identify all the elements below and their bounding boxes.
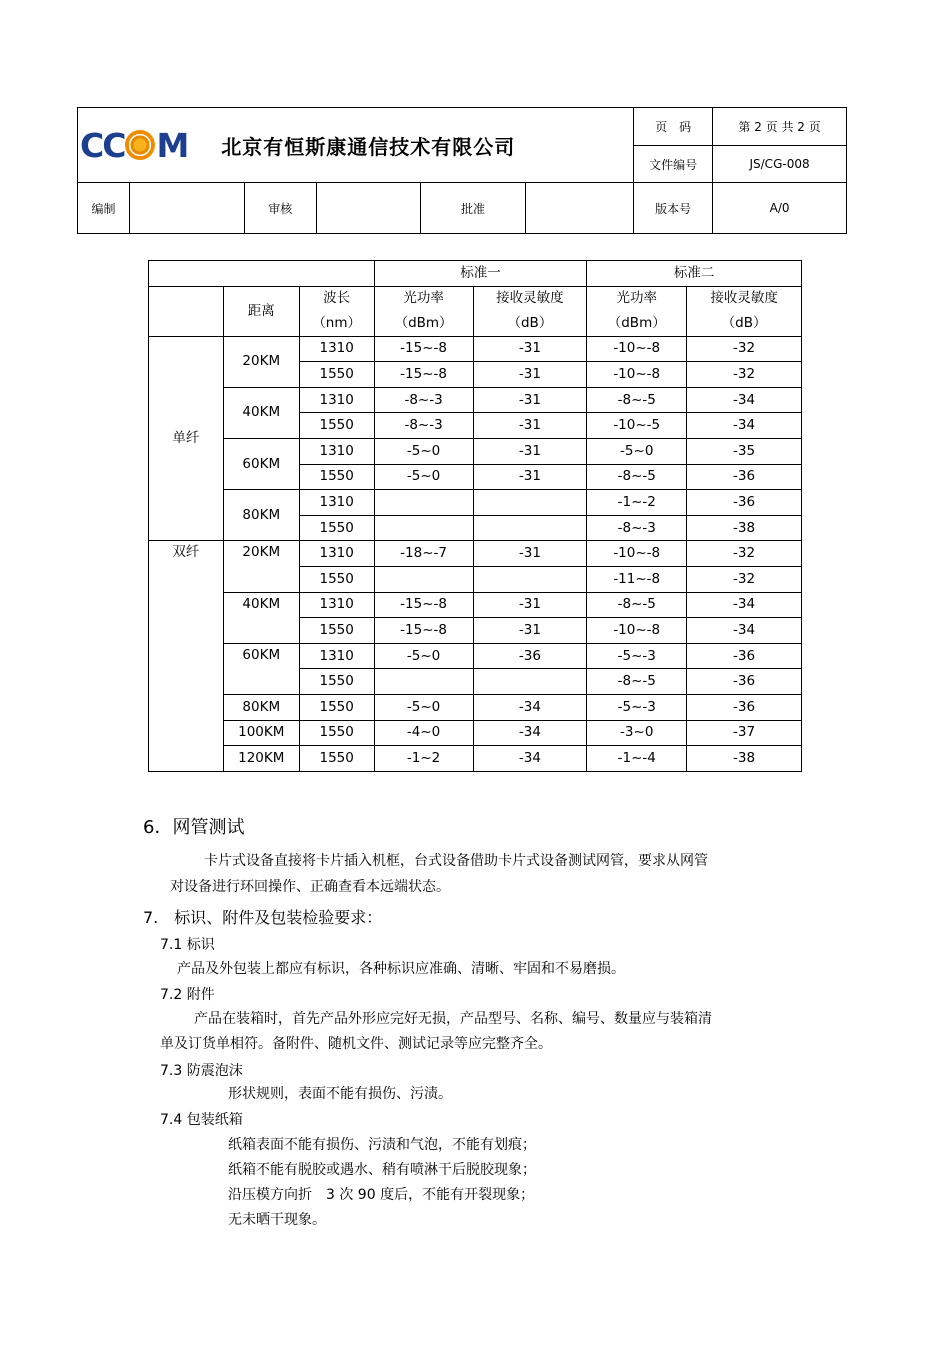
std2-power-cell: -3~0 [587, 720, 687, 746]
sun-logo-icon [125, 130, 155, 160]
std1-sens-cell: -31 [473, 438, 587, 464]
table-row [149, 541, 802, 567]
s74-line: 纸箱表面不能有损伤、污渍和气泡，不能有划痕； [228, 1137, 536, 1153]
review-label: 审核 [244, 183, 316, 234]
distance-cell: 60KM [223, 438, 299, 489]
section7-title: 7. 标识、附件及包装检验要求： [143, 908, 383, 927]
sens2-header: 接收灵敏度 （dB） [687, 286, 802, 336]
approve-value [526, 183, 634, 234]
table-row [149, 336, 802, 362]
std2-sens-cell: -38 [687, 746, 802, 772]
wavelength-cell: 1550 [299, 669, 374, 695]
section6-line2: 对设备进行环回操作、正确查看本远端状态。 [170, 879, 450, 895]
wavelength-cell: 1310 [299, 387, 374, 413]
company-name: 北京有恒斯康通信技术有限公司 [221, 134, 516, 159]
std2-sens-cell: -34 [687, 618, 802, 644]
distance-cell: 40KM [223, 592, 299, 643]
std1-power-cell: -8~-3 [374, 413, 473, 439]
std1-power-cell: -18~-7 [374, 541, 473, 567]
compile-label: 编制 [78, 183, 130, 234]
std1-sens-cell: -36 [473, 643, 587, 669]
std1-power-cell: -8~-3 [374, 387, 473, 413]
table-corner [149, 261, 375, 287]
table-row [149, 490, 802, 516]
s73-text: 形状规则，表面不能有损伤、污渍。 [228, 1086, 452, 1102]
wavelength-cell: 1550 [299, 746, 374, 772]
std1-sens-cell: -34 [473, 694, 587, 720]
wavelength-cell: 1310 [299, 592, 374, 618]
review-value [316, 183, 420, 234]
std1-sens-cell [473, 515, 587, 541]
std2-power-cell: -10~-8 [587, 362, 687, 388]
table-row [149, 592, 802, 618]
std1-sens-cell: -31 [473, 592, 587, 618]
std2-power-cell: -5~-3 [587, 643, 687, 669]
std2-power-cell: -1~-4 [587, 746, 687, 772]
std2-sens-cell: -34 [687, 387, 802, 413]
version-label: 版本号 [634, 183, 713, 234]
std2-sens-cell: -36 [687, 464, 802, 490]
logo-cell [78, 108, 634, 183]
table-row [149, 387, 802, 413]
s74-line: 沿压模方向折 3 次 90 度后，不能有开裂现象； [228, 1187, 535, 1203]
table-row [149, 643, 802, 669]
std2-power-cell: -11~-8 [587, 566, 687, 592]
power2-header: 光功率 （dBm） [587, 286, 687, 336]
section6-line1: 卡片式设备直接将卡片插入机框，台式设备借助卡片式设备测试网管，要求从网管 [204, 853, 708, 869]
std1-power-cell: -5~0 [374, 438, 473, 464]
std1-power-cell [374, 515, 473, 541]
s71-title: 7.1 标识 [160, 937, 215, 953]
optical-spec-table [148, 260, 802, 772]
std1-sens-cell: -31 [473, 541, 587, 567]
std2-power-cell: -5~-3 [587, 694, 687, 720]
std1-power-cell: -5~0 [374, 464, 473, 490]
wavelength-cell: 1550 [299, 464, 374, 490]
std2-sens-cell: -34 [687, 413, 802, 439]
std2-sens-cell: -38 [687, 515, 802, 541]
s74-line: 无未晒干现象。 [228, 1212, 326, 1228]
std2-power-cell: -10~-5 [587, 413, 687, 439]
distance-header: 距离 [223, 286, 299, 336]
std2-sens-cell: -32 [687, 541, 802, 567]
page-value: 第 2 页 共 2 页 [713, 108, 847, 146]
power1-header: 光功率 （dBm） [374, 286, 473, 336]
std2-power-cell: -8~-5 [587, 592, 687, 618]
std2-sens-cell: -36 [687, 694, 802, 720]
std2-sens-cell: -36 [687, 669, 802, 695]
wavelength-cell: 1550 [299, 515, 374, 541]
version-value: A/0 [713, 183, 847, 234]
wavelength-cell: 1310 [299, 490, 374, 516]
wavelength-header: 波长 （nm） [299, 286, 374, 336]
std1-power-cell: -5~0 [374, 643, 473, 669]
std2-header: 标准二 [587, 261, 802, 287]
std2-sens-cell: -37 [687, 720, 802, 746]
s74-line: 纸箱不能有脱胶或遇水、稍有喷淋干后脱胶现象； [228, 1162, 536, 1178]
compile-value [129, 183, 244, 234]
std2-sens-cell: -36 [687, 643, 802, 669]
sens1-header: 接收灵敏度 （dB） [473, 286, 587, 336]
std2-sens-cell: -36 [687, 490, 802, 516]
std2-power-cell: -1~-2 [587, 490, 687, 516]
std1-power-cell [374, 669, 473, 695]
wavelength-cell: 1310 [299, 541, 374, 567]
doc-no-label: 文件编号 [634, 146, 713, 183]
std1-sens-cell [473, 490, 587, 516]
std1-sens-cell: -31 [473, 413, 587, 439]
std1-power-cell: -5~0 [374, 694, 473, 720]
distance-cell: 60KM [223, 643, 299, 694]
s73-title: 7.3 防震泡沫 [160, 1063, 243, 1079]
std1-sens-cell: -31 [473, 336, 587, 362]
page-label: 页 码 [634, 108, 713, 146]
document-header [77, 107, 847, 234]
type-header [149, 286, 224, 336]
distance-cell: 100KM [223, 720, 299, 746]
wavelength-cell: 1550 [299, 694, 374, 720]
std2-power-cell: -8~-5 [587, 464, 687, 490]
wavelength-cell: 1550 [299, 413, 374, 439]
std2-sens-cell: -32 [687, 336, 802, 362]
std2-power-cell: -10~-8 [587, 618, 687, 644]
std1-sens-cell: -34 [473, 720, 587, 746]
section6-title: 6．网管测试 [143, 817, 245, 838]
std1-power-cell: -15~-8 [374, 336, 473, 362]
std2-sens-cell: -34 [687, 592, 802, 618]
s72-title: 7.2 附件 [160, 987, 215, 1003]
std2-power-cell: -10~-8 [587, 541, 687, 567]
std1-power-cell: -4~0 [374, 720, 473, 746]
table-row [149, 438, 802, 464]
std1-power-cell: -15~-8 [374, 362, 473, 388]
s72-line1: 产品在装箱时，首先产品外形应完好无损，产品型号、名称、编号、数量应与装箱清 [194, 1011, 712, 1027]
distance-cell: 40KM [223, 387, 299, 438]
std2-power-cell: -8~-5 [587, 387, 687, 413]
s71-text: 产品及外包装上都应有标识，各种标识应准确、清晰、牢固和不易磨损。 [177, 961, 625, 977]
std2-power-cell: -10~-8 [587, 336, 687, 362]
std1-sens-cell [473, 566, 587, 592]
std2-sens-cell: -32 [687, 566, 802, 592]
distance-cell: 120KM [223, 746, 299, 772]
std2-sens-cell: -35 [687, 438, 802, 464]
single-fiber-label: 单纤 [149, 336, 224, 541]
std2-power-cell: -5~0 [587, 438, 687, 464]
distance-cell: 80KM [223, 490, 299, 541]
table-row [149, 720, 802, 746]
std1-power-cell: -15~-8 [374, 592, 473, 618]
wavelength-cell: 1550 [299, 720, 374, 746]
wavelength-cell: 1550 [299, 362, 374, 388]
std1-power-cell: -1~2 [374, 746, 473, 772]
std1-sens-cell: -31 [473, 464, 587, 490]
std1-power-cell [374, 490, 473, 516]
std1-power-cell [374, 566, 473, 592]
distance-cell: 80KM [223, 694, 299, 720]
dual-fiber-label: 双纤 [149, 541, 224, 771]
s72-line2: 单及订货单相符。备附件、随机文件、测试记录等应完整齐全。 [160, 1036, 552, 1052]
wavelength-cell: 1310 [299, 336, 374, 362]
s74-title: 7.4 包装纸箱 [160, 1112, 243, 1128]
std1-sens-cell [473, 669, 587, 695]
approve-label: 批准 [420, 183, 526, 234]
std1-sens-cell: -34 [473, 746, 587, 772]
std1-sens-cell: -31 [473, 362, 587, 388]
wavelength-cell: 1310 [299, 643, 374, 669]
std1-header: 标准一 [374, 261, 587, 287]
wavelength-cell: 1550 [299, 618, 374, 644]
std2-sens-cell: -32 [687, 362, 802, 388]
std1-sens-cell: -31 [473, 387, 587, 413]
distance-cell: 20KM [223, 541, 299, 592]
std1-sens-cell: -31 [473, 618, 587, 644]
table-row [149, 694, 802, 720]
doc-no-value: JS/CG-008 [713, 146, 847, 183]
table-row [149, 746, 802, 772]
distance-cell: 20KM [223, 336, 299, 387]
wavelength-cell: 1310 [299, 438, 374, 464]
std2-power-cell: -8~-5 [587, 669, 687, 695]
std2-power-cell: -8~-3 [587, 515, 687, 541]
wavelength-cell: 1550 [299, 566, 374, 592]
std1-power-cell: -15~-8 [374, 618, 473, 644]
ccom-logo: CC M [80, 125, 188, 165]
